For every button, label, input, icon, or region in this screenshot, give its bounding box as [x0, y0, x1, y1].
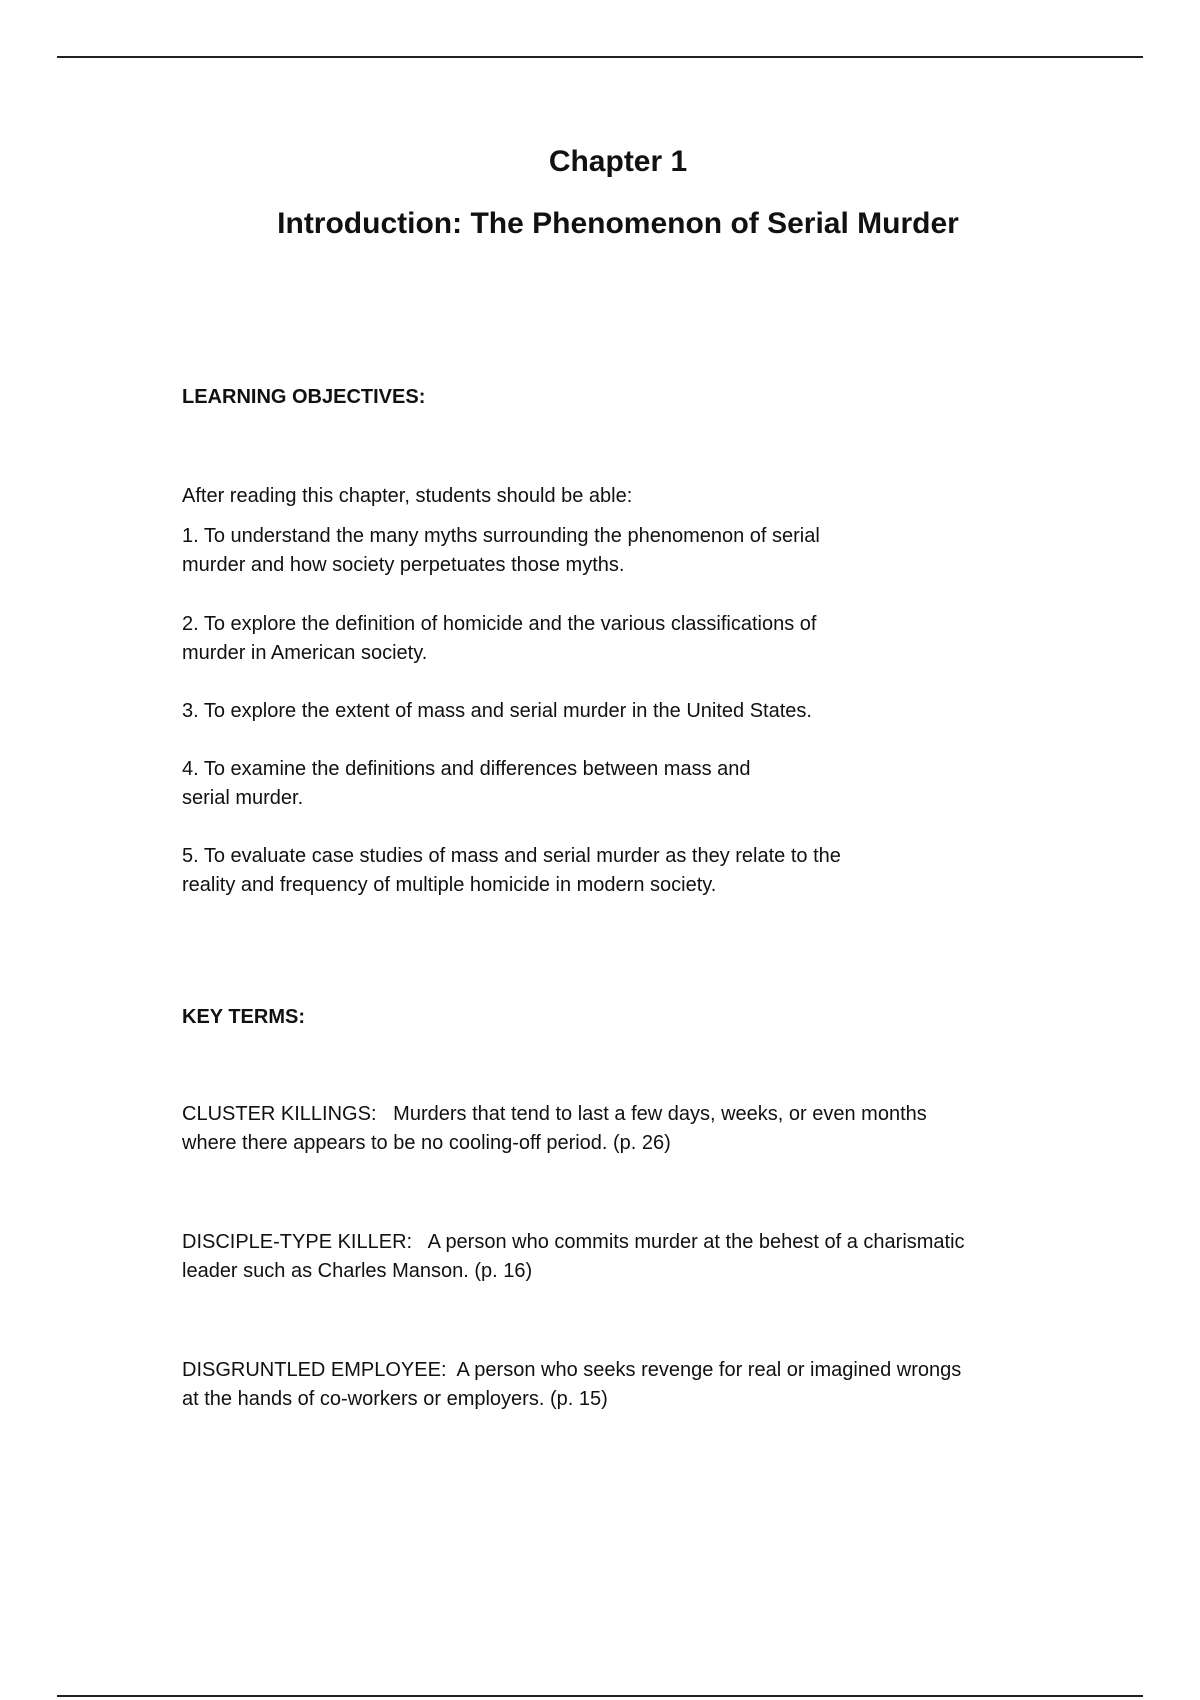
objective-item: 1. To understand the many myths surrounding the phenomenon of serial murder and how society perpetuates those myths.	[182, 525, 820, 576]
chapter-title: Introduction: The Phenomenon of Serial Murder	[277, 207, 959, 240]
bottom-rule	[57, 1695, 1143, 1697]
top-rule	[57, 56, 1143, 58]
chapter-number: Chapter 1	[548, 145, 688, 178]
objective-item: 3. To explore the extent of mass and serial murder in the United States.	[182, 700, 812, 722]
objectives-intro: After reading this chapter, students should be able:	[182, 485, 633, 507]
objective-item: 5. To evaluate case studies of mass and serial murder as they relate to the reality and frequency of multiple homicide in modern society.	[182, 845, 841, 896]
objective-item: 2. To explore the definition of homicide and the various classifications of murder in American society.	[182, 613, 817, 664]
key-term-disgruntled-employee: DISGRUNTLED EMPLOYEE: A person who seeks revenge for real or imagined wrongs at the hands of co-workers or employers. (p. 15)	[182, 1359, 962, 1410]
objective-item: 4. To examine the definitions and differences between mass and serial murder.	[182, 758, 751, 809]
key-terms-heading: KEY TERMS:	[182, 1006, 305, 1028]
learning-objectives-heading: LEARNING OBJECTIVES:	[182, 386, 426, 408]
key-term-cluster-killings: CLUSTER KILLINGS: Murders that tend to last a few days, weeks, or even months where there appears to be no cooling-off period. (p. 26)	[182, 1103, 927, 1154]
key-term-disciple-type-killer: DISCIPLE-TYPE KILLER: A person who commits murder at the behest of a charismatic leader such as Charles Manson. (p. 16)	[182, 1231, 965, 1282]
